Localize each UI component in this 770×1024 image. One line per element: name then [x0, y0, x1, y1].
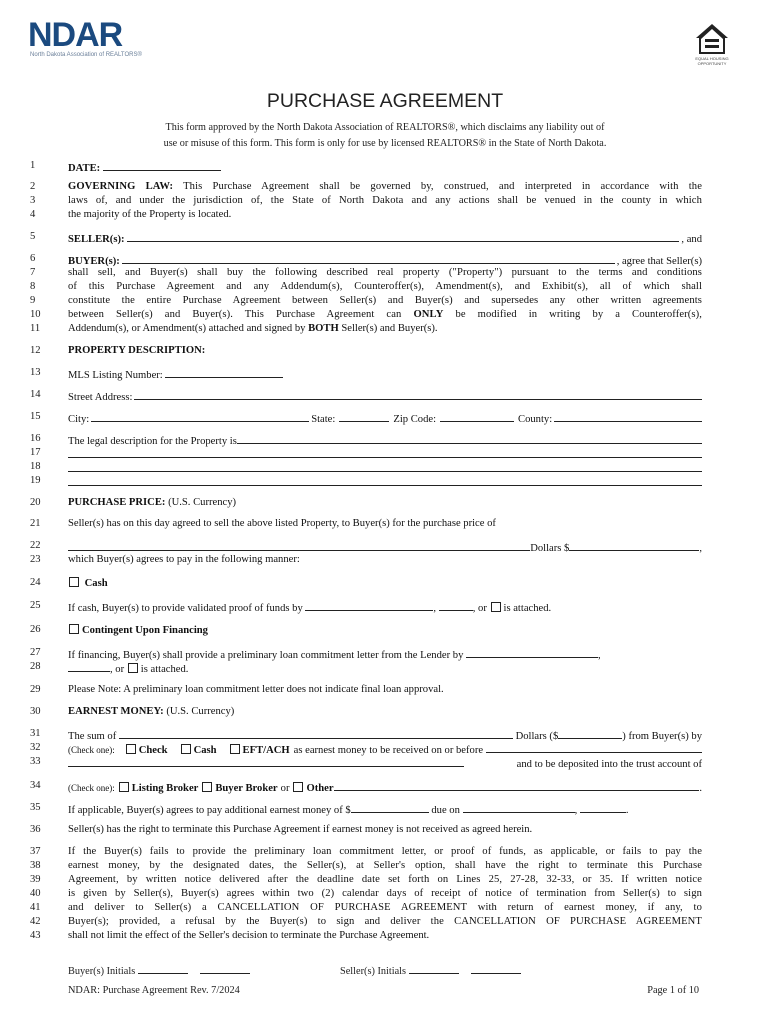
- other-label: Other: [306, 783, 334, 794]
- line-number: 40: [30, 888, 41, 899]
- line-6: [68, 253, 702, 267]
- line-number: 22: [30, 540, 41, 551]
- eho-caption: EQUAL HOUSING OPPORTUNITY: [695, 56, 729, 66]
- proof-of-funds-text: If cash, Buyer(s) to provide validated proof of funds by: [68, 603, 303, 614]
- line-30: [68, 706, 702, 717]
- legal-description-line[interactable]: [68, 475, 702, 486]
- line-18: [68, 461, 702, 472]
- line-number: 32: [30, 742, 41, 753]
- line-number: 33: [30, 756, 41, 767]
- legal-description-label: The legal description for the Property is: [68, 436, 237, 447]
- period: .: [699, 783, 702, 794]
- line-23: which Buyer(s) agrees to pay in the following manner:: [68, 554, 300, 565]
- line-1: [68, 160, 702, 174]
- cash-label: Cash: [84, 578, 108, 589]
- logo-subtitle: North Dakota Association of REALTORS®: [30, 52, 142, 58]
- line-11-text: Addendum(s), or Amendment(s) attached and signed by: [68, 323, 309, 334]
- eft-ach-label: EFT/ACH: [242, 745, 290, 756]
- earnest-money-date-field[interactable]: [486, 742, 702, 753]
- mls-field[interactable]: [165, 367, 283, 378]
- listing-broker-label: Listing Broker: [131, 783, 199, 794]
- period: .: [625, 805, 629, 816]
- line-10-text: between Seller(s) and Buyer(s). This Purchase Agreement can: [68, 309, 414, 320]
- other-checkbox[interactable]: [293, 782, 303, 792]
- line-11: [68, 323, 702, 334]
- check-checkbox[interactable]: [126, 744, 136, 754]
- line-number: 37: [30, 846, 41, 857]
- property-description-heading: PROPERTY DESCRIPTION:: [68, 345, 206, 356]
- line-39: Agreement, by written notice delivered after the deadline date set forth on Lines 25, 27-28, 32-33, or 35. If written notice: [68, 874, 702, 885]
- line-16: [68, 433, 702, 447]
- only-emphasis: ONLY: [413, 309, 444, 320]
- financing-label: Contingent Upon Financing: [82, 625, 208, 636]
- line-number: 28: [30, 661, 41, 672]
- line-number: 36: [30, 824, 41, 835]
- earnest-money-words-field[interactable]: [119, 728, 512, 739]
- line-number: 13: [30, 367, 41, 378]
- line-26: [68, 624, 702, 636]
- line-number: 25: [30, 600, 41, 611]
- cash-payment-label: Cash: [193, 745, 217, 756]
- loan-commitment-date-field[interactable]: [466, 647, 598, 658]
- disclaimer-line-1: This form approved by the North Dakota Association of REALTORS®, which disclaims any liability out of: [165, 122, 605, 133]
- line-42: Buyer(s); provided, a refusal by the Buyer(s) to sign and deliver the CANCELLATION OF PURCHASE AGREEMENT: [68, 916, 702, 927]
- buyer-broker-checkbox[interactable]: [202, 782, 212, 792]
- line-number: 4: [30, 209, 36, 220]
- line-number: 26: [30, 624, 41, 635]
- ndar-logo: [28, 16, 142, 62]
- is-attached-text: is attached.: [503, 603, 552, 614]
- seller-initials: [340, 963, 521, 977]
- line-36: Seller(s) has the right to terminate this Purchase Agreement if earnest money is not received as agreed herein.: [68, 824, 533, 835]
- line-number: 5: [30, 231, 36, 242]
- earnest-money-amount-field[interactable]: [558, 728, 622, 739]
- buyer-initials: [68, 963, 250, 977]
- line-number: 12: [30, 345, 41, 356]
- line-38: earnest money, by the designated dates, the Seller(s), at Seller's option, shall have the right to terminate this Purchase: [68, 860, 702, 871]
- cash-checkbox[interactable]: [69, 577, 79, 587]
- date-label: DATE:: [68, 163, 101, 174]
- buyer-broker-label: Buyer Broker: [215, 783, 278, 794]
- line-number: 24: [30, 577, 41, 588]
- state-field[interactable]: [339, 411, 389, 422]
- check-label: Check: [138, 745, 168, 756]
- line-25: [68, 600, 702, 614]
- line-27: [68, 647, 702, 661]
- financing-text: If financing, Buyer(s) shall provide a preliminary loan commitment letter from the Lender by: [68, 650, 464, 661]
- county-label: County:: [518, 414, 553, 425]
- buyer-agree-text: , agree that Seller(s): [616, 256, 702, 267]
- line-number: 2: [30, 181, 36, 192]
- loan-commitment-year-field[interactable]: [68, 661, 110, 672]
- line-4: the majority of the Property is located.: [68, 209, 232, 220]
- line-35: [68, 802, 702, 816]
- line-5: [68, 231, 702, 245]
- purchase-price-currency: (U.S. Currency): [165, 497, 237, 508]
- seller-initials-field-2[interactable]: [471, 963, 521, 974]
- additional-earnest-amount-field[interactable]: [351, 802, 429, 813]
- eft-ach-checkbox[interactable]: [230, 744, 240, 754]
- proof-of-funds-year-field[interactable]: [439, 600, 473, 611]
- check-one-label: (Check one):: [68, 745, 115, 755]
- from-buyer-text: ) from Buyer(s) by: [622, 731, 702, 742]
- line-number: 31: [30, 728, 41, 739]
- is-attached-text: is attached.: [140, 664, 189, 675]
- line-number: 9: [30, 295, 36, 306]
- line-32: [68, 742, 702, 756]
- logo-text: NDAR: [28, 16, 123, 54]
- listing-broker-checkbox[interactable]: [119, 782, 129, 792]
- line-number: 27: [30, 647, 41, 658]
- line-10-text-end: be modified in writing by a Counteroffer(s),: [443, 309, 702, 320]
- governing-law-text: This Purchase Agreement shall be governed by, construed, and interpreted in accordance with the: [173, 181, 702, 192]
- line-number: 41: [30, 902, 41, 913]
- line-9: constitute the entire Purchase Agreement between Seller(s) and Buyer(s) and supersedes any other written agreements: [68, 295, 702, 306]
- line-number: 7: [30, 267, 36, 278]
- line-15: [68, 411, 702, 425]
- line-20: [68, 497, 702, 508]
- line-10: [68, 309, 702, 320]
- due-on-label: due on: [431, 805, 460, 816]
- street-address-label: Street Address:: [68, 392, 133, 403]
- line-41: and deliver to Seller(s) a CANCELLATION OF PURCHASE AGREEMENT with return of earnest money, if any, to: [68, 902, 702, 913]
- line-31: [68, 728, 702, 742]
- purchase-price-amount-field[interactable]: [569, 540, 699, 551]
- line-43: shall not limit the effect of the Seller's decision to terminate the Purchase Agreement.: [68, 930, 430, 941]
- line-number: 19: [30, 475, 41, 486]
- comma: ,: [699, 543, 702, 554]
- date-field[interactable]: [103, 160, 221, 171]
- form-name: NDAR: Purchase Agreement Rev. 7/2024: [68, 985, 240, 996]
- or-text: , or: [110, 664, 125, 675]
- line-number: 29: [30, 684, 41, 695]
- loan-letter-attached-checkbox[interactable]: [128, 663, 138, 673]
- seller-initials-field-1[interactable]: [409, 963, 459, 974]
- purchase-price-heading: PURCHASE PRICE:: [68, 497, 166, 508]
- line-19: [68, 475, 702, 486]
- line-number: 11: [30, 323, 41, 334]
- proof-attached-checkbox[interactable]: [491, 602, 501, 612]
- mls-label: MLS Listing Number:: [68, 370, 163, 381]
- county-field[interactable]: [554, 411, 702, 422]
- received-by-text: as earnest money to be received on or before: [293, 745, 484, 756]
- line-33: [68, 756, 702, 770]
- earnest-money-date-line[interactable]: [68, 756, 464, 767]
- line-13: [68, 367, 702, 381]
- line-17: [68, 447, 702, 458]
- seller-and: , and: [681, 234, 702, 245]
- check-one-label: (Check one):: [68, 783, 115, 793]
- line-number: 3: [30, 195, 36, 206]
- line-number: 43: [30, 930, 41, 941]
- line-number: 42: [30, 916, 41, 927]
- line-number: 16: [30, 433, 41, 444]
- line-number: 6: [30, 253, 36, 264]
- earnest-money-heading: EARNEST MONEY:: [68, 706, 164, 717]
- state-label: State:: [311, 414, 336, 425]
- page-number: Page 1 of 10: [647, 985, 699, 996]
- city-label: City:: [68, 414, 90, 425]
- additional-earnest-text: If applicable, Buyer(s) agrees to pay additional earnest money of $: [68, 805, 351, 816]
- line-29: Please Note: A preliminary loan commitment letter does not indicate final loan approval.: [68, 684, 444, 695]
- line-28: [68, 661, 702, 675]
- additional-earnest-year-field[interactable]: [580, 802, 626, 813]
- buyer-initials-field-2[interactable]: [200, 963, 250, 974]
- line-number: 23: [30, 554, 41, 565]
- line-number: 35: [30, 802, 41, 813]
- comma: ,: [433, 603, 437, 614]
- other-trust-account-field[interactable]: [334, 780, 700, 791]
- purchase-price-words-field[interactable]: [68, 540, 530, 551]
- line-number: 8: [30, 281, 36, 292]
- legal-description-line[interactable]: [68, 447, 702, 458]
- buyer-initials-label: Buyer(s) Initials: [68, 966, 136, 977]
- line-22: [68, 540, 702, 554]
- trust-account-text: and to be deposited into the trust account of: [516, 759, 702, 770]
- buyer-field[interactable]: [122, 253, 615, 264]
- line-40: is given by Seller(s), Buyer(s) agrees within two (2) calendar days of receipt of notice of termination from Seller(s) to sign: [68, 888, 702, 899]
- proof-of-funds-date-field[interactable]: [305, 600, 433, 611]
- line-8: of this Purchase Agreement and any Addendum(s), Counteroffer(s), Amendment(s), and Exhibit(s), all of which shall: [68, 281, 702, 292]
- earnest-money-currency: (U.S. Currency): [163, 706, 235, 717]
- zip-field[interactable]: [440, 411, 514, 422]
- buyer-label: BUYER(s):: [68, 256, 120, 267]
- document-title: PURCHASE AGREEMENT: [266, 90, 504, 112]
- or-text: or: [280, 783, 290, 794]
- line-7: shall sell, and Buyer(s) shall buy the following described real property ("Property") pursuant to the terms and conditions: [68, 267, 702, 278]
- line-number: 34: [30, 780, 41, 791]
- line-number: 10: [30, 309, 41, 320]
- line-37: If the Buyer(s) fails to provide the preliminary loan commitment letter, or proof of funds, as applicable, or fails to pay the: [68, 846, 702, 857]
- line-number: 38: [30, 860, 41, 871]
- legal-description-field[interactable]: [237, 433, 702, 444]
- legal-description-line[interactable]: [68, 461, 702, 472]
- line-number: 14: [30, 389, 41, 400]
- line-number: 20: [30, 497, 41, 508]
- seller-initials-label: Seller(s) Initials: [340, 966, 407, 977]
- cash-payment-checkbox[interactable]: [181, 744, 191, 754]
- line-number: 17: [30, 447, 41, 458]
- line-number: 18: [30, 461, 41, 472]
- line-34: [68, 780, 702, 794]
- both-emphasis: BOTH: [308, 323, 339, 334]
- buyer-initials-field-1[interactable]: [138, 963, 188, 974]
- line-number: 21: [30, 518, 41, 529]
- additional-earnest-date-field[interactable]: [463, 802, 575, 813]
- dollars-label: Dollars ($: [515, 731, 559, 742]
- line-number: 39: [30, 874, 41, 885]
- comma: ,: [574, 805, 578, 816]
- governing-law-label: GOVERNING LAW:: [68, 181, 174, 192]
- street-address-field[interactable]: [134, 389, 702, 400]
- seller-field[interactable]: [127, 231, 680, 242]
- line-2: [68, 181, 702, 192]
- line-11-text-end: Seller(s) and Buyer(s).: [338, 323, 438, 334]
- line-number: 30: [30, 706, 41, 717]
- line-24: [68, 577, 702, 589]
- city-field[interactable]: [91, 411, 309, 422]
- or-text: , or: [472, 603, 487, 614]
- financing-checkbox[interactable]: [69, 624, 79, 634]
- line-number: 1: [30, 160, 36, 171]
- comma: ,: [598, 650, 601, 661]
- zip-label: Zip Code:: [393, 414, 437, 425]
- line-21: Seller(s) has on this day agreed to sell the above listed Property, to Buyer(s) for the purchase price of: [68, 518, 496, 529]
- dollars-label: Dollars $: [530, 543, 570, 554]
- line-14: [68, 389, 702, 403]
- line-3: laws of, and under the jurisdiction of, the State of North Dakota and any actions shall be venued in the county in which: [68, 195, 702, 206]
- seller-label: SELLER(s):: [68, 234, 125, 245]
- sum-of-label: The sum of: [68, 731, 117, 742]
- line-number: 15: [30, 411, 41, 422]
- disclaimer-line-2: use or misuse of this form. This form is only for use by licensed REALTORS® in the State of North Dakota.: [163, 138, 607, 149]
